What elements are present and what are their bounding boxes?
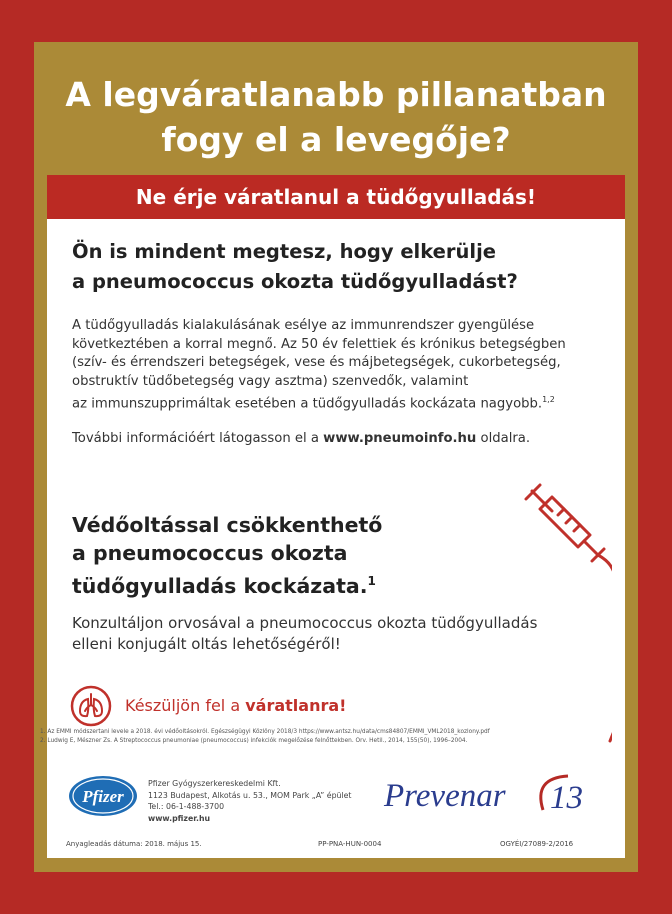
vaccine-heading [72, 511, 382, 600]
headline [34, 72, 638, 162]
company-web[interactable]: www.pfizer.hu [148, 813, 211, 823]
company-address: 1123 Budapest, Alkotás u. 53., MOM Park „A” épület [148, 790, 352, 800]
risk-line-4: obstruktív tüdőbetegség vagy asztma) szenvedők, valamint [72, 373, 469, 389]
registration-number: OGYÉI/27089-2/2016 [500, 840, 574, 848]
risk-reference: 1,2 [542, 395, 555, 404]
prevenar-name: Prevenar [384, 778, 506, 814]
question-heading [72, 237, 518, 297]
pfizer-logo [67, 774, 139, 818]
prepare-emphasis: váratlanra! [245, 696, 347, 715]
references [40, 728, 490, 746]
footer [0, 770, 672, 914]
info-line [72, 430, 530, 449]
reference-2: 2. Ludwig E, Mészner Zs. A Streptococcus pneumoniae (pneumococcus) infekciók megelőzése felnőttekben. Orv. Hetil., 2014, 155(50), 1996–2004. [40, 738, 468, 744]
syringe-icon [502, 471, 612, 751]
pfizer-logo-text: Pfizer [82, 787, 124, 806]
consult-paragraph [72, 613, 537, 655]
reference-1: 1. Az EMMI módszertani levele a 2018. évi védőoltásokról. Egészségügyi Közlöny 2018/3 https://www.antsz.hu/data/cms84807/EMMI_VML2018_kozlony.pdf [40, 729, 490, 735]
prepare-tagline [125, 696, 346, 715]
risk-paragraph [72, 317, 566, 414]
company-name: Pfizer Gyógyszerkereskedelmi Kft. [148, 779, 281, 788]
lungs-icon [70, 685, 112, 727]
warning-banner: Ne érje váratlanul a tüdőgyulladás! [47, 175, 625, 219]
vaccine-line-1: Védőoltással csökkenthető [72, 513, 383, 537]
prevenar-logo [378, 770, 608, 820]
consult-line-2: elleni konjugált oltás lehetőségéről! [72, 635, 341, 653]
risk-line-2: következtében a korral megnő. Az 50 év felettiek és krónikus betegségben [72, 336, 566, 352]
vaccine-reference: 1 [367, 574, 376, 588]
info-suffix: oldalra. [476, 431, 531, 446]
consult-line-1: Konzultáljon orvosával a pneumococcus okozta tüdőgyulladás [72, 614, 538, 632]
headline-line-2: fogy el a levegője? [161, 120, 511, 159]
vaccine-line-2: a pneumococcus okozta [72, 541, 348, 565]
pneumoinfo-link[interactable]: www.pneumoinfo.hu [323, 431, 477, 446]
prevenar-number: 13 [550, 780, 583, 816]
risk-line-5: az immunszupprimáltak esetében a tüdőgyulladás kockázata nagyobb. [72, 396, 543, 412]
risk-line-3: (szív- és érrendszeri betegségek, vese és májbetegségek, cukorbetegség, [72, 355, 561, 370]
company-info [148, 778, 351, 824]
headline-line-1: A legváratlanabb pillanatban [65, 75, 607, 114]
question-line-2: a pneumococcus okozta tüdőgyulladást? [72, 270, 518, 293]
vaccine-line-3: tüdőgyulladás kockázata. [72, 573, 368, 598]
material-code: PP-PNA-HUN-0004 [318, 840, 382, 848]
info-prefix: További információért látogasson el a [72, 431, 324, 446]
question-line-1: Ön is mindent megtesz, hogy elkerülje [72, 240, 497, 263]
company-phone: Tel.: 06-1-488-3700 [148, 802, 225, 811]
gold-frame [34, 42, 638, 872]
approval-date: Anyagleadás dátuma: 2018. május 15. [66, 840, 202, 848]
content-panel [47, 175, 625, 858]
prepare-prefix: Készüljön fel a [125, 696, 246, 715]
risk-line-1: A tüdőgyulladás kialakulásának esélye az immunrendszer gyengülése [72, 318, 535, 333]
